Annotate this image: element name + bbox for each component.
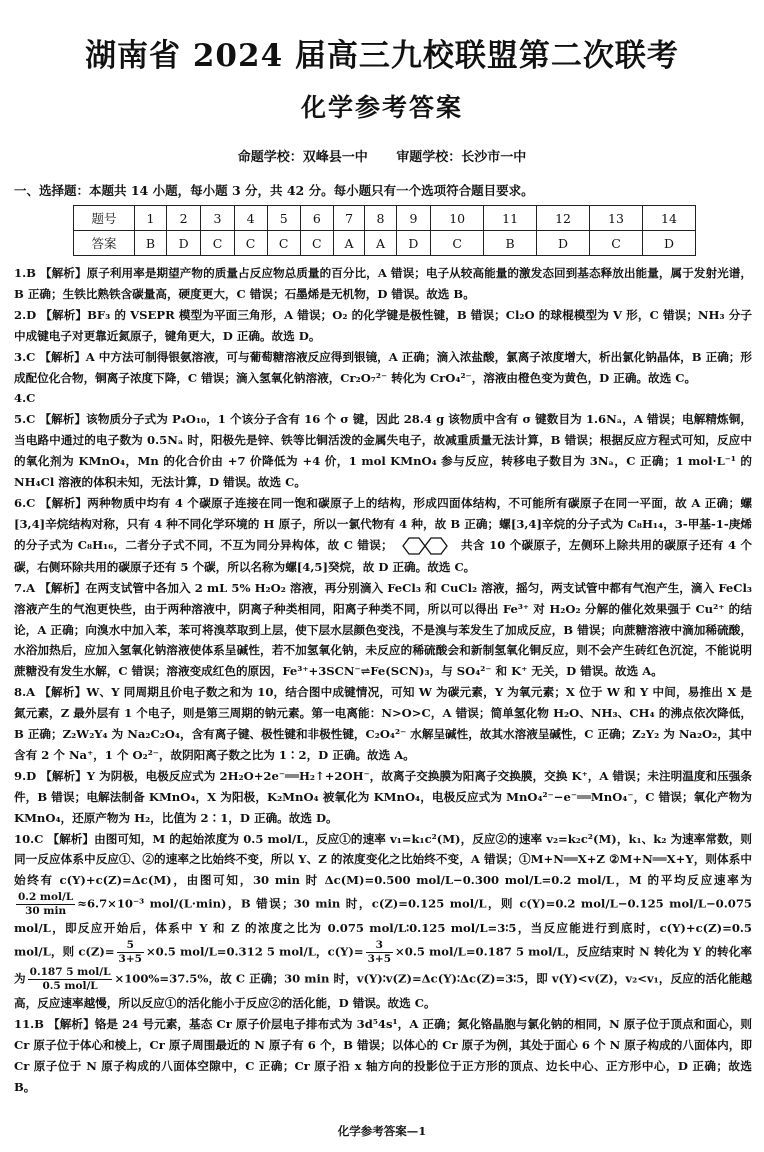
answer-cell: D (642, 231, 695, 256)
question-number-cell: 12 (537, 206, 590, 231)
page-footer: 化学参考答案—1 (337, 1124, 427, 1138)
answer-cell: B (484, 231, 537, 256)
q10-line-f: v₂<v₁，反应的活化能越高，反应速率越慢，所以反应①的活化能小于反应②的活化能，D 错误。故选 C。 (14, 971, 752, 1011)
q10-line-e2: ×100%=37.5%，故 C 正确；30 min 时，v(Y)∶v(Z)=Δc(Y)∶Δc(Z)=3∶5，即 v(Y)<v(Z)， (114, 971, 626, 986)
q10-line-b2: ≈6.7×10⁻³ mol/(L·min)，B 错误；30 min 时，c(Z)=0.125 mol/L，则 c(Y)=0.2 mol/L−0.125 mol/L (77, 896, 706, 911)
question-number-cell: 14 (642, 206, 695, 231)
explanation-q6-part1: 6.C 【解析】两种物质中均有 4 个碳原子连接在同一饱和碳原子上的结构，形成四面体结构，不可能所有碳原子在同一平面，故 A 正确；螺[3,4]辛烷结构对称，只有 4 种不同化学环境的 H 原子，所以一氯代物有 4 种，故 B 正确；螺[3,4]辛烷的分子式为 C₈H₁₄，3-甲基-1-庚烯的分子式为 C₈H₁₆，二者分子式不同，不互为同分异构体，故 C 错误； (14, 495, 752, 552)
explanation-q3: 3.C 【解析】A 中方法可制得银氨溶液，可与葡萄糖溶液反应得到银镜，A 正确；滴入浓盐酸，氯离子浓度增大，析出氯化钠晶体，B 正确；形成配位化合物，铜离子浓度下降，C 错误；滴入氢氧化钠溶液，Cr₂O₇²⁻ 转化为 CrO₄²⁻，溶液由橙色变为黄色，D 正确。故选 C。 (14, 349, 752, 385)
q10-conversion-fraction: $\frac{\text{0.187 5 mol/L}}{\text{0.5 mol/L}}$ (29, 966, 111, 993)
answer-cell: C (201, 231, 234, 256)
question-number-cell: 7 (333, 206, 364, 231)
answer-cell: A (365, 231, 396, 256)
section-heading: 一、选择题：本题共 14 小题，每小题 3 分，共 42 分。每小题只有一个选项符合题目要求。 (14, 183, 534, 198)
answer-cell: C (431, 231, 484, 256)
question-number-row (74, 206, 696, 231)
answer-cell: D (537, 231, 590, 256)
explanation-q9: 9.D 【解析】Y 为阴极，电极反应式为 2H₂O+2e⁻══H₂↑+2OH⁻，故离子交换膜为阳离子交换膜，交换 K⁺，A 错误；未注明温度和压强条件，B 错误；电解法制备 KMnO₄，X 为阳极，K₂MnO₄ 被氧化为 KMnO₄，电极反应式为 MnO₄²⁻−e⁻══MnO₄⁻，C 错误；氧化产物为 KMnO₄，还原产物为 H₂，比值为 2∶1，D 正确。故选 D。 (14, 768, 752, 825)
question-number-cell: 1 (135, 206, 167, 231)
spiro-ring-structure-icon (397, 535, 457, 557)
answer-cell: C (590, 231, 643, 256)
answer-cell: C (267, 231, 300, 256)
question-number-cell: 3 (201, 206, 234, 231)
row-label-number: 题号 (74, 206, 135, 231)
question-number-cell: 2 (166, 206, 201, 231)
question-number-cell: 5 (267, 206, 300, 231)
explanation-q7: 7.A 【解析】在两支试管中各加入 2 mL 5% H₂O₂ 溶液，再分别滴入 FeCl₃ 和 CuCl₂ 溶液，摇匀，两支试管中都有气泡产生，滴入 FeCl₃ 溶液产生的气泡更快些，由于两种溶液中，阴离子种类相同，阳离子种类不同，所以可以得出 Fe³⁺ 对 H₂O₂ 分解的催化效果强于 Cu²⁺ 的结论，A 正确；向溴水中加入苯，苯可将溴萃取到上层，使下层水层颜色变浅，不是溴与苯发生了加成反应，B 错误；向蔗糖溶液中滴加稀硫酸，水浴加热后，应加入氢氧化钠溶液使体系呈碱性，若不加氢氧化钠，未反应的稀硫酸会和新制氢氧化铜反应，则不会产生砖红色沉淀，不能说明蔗糖没有发生水解，C 错误；溶液变成红色的原因，Fe³⁺+3SCN⁻⇌Fe(SCN)₃，与 SO₄²⁻ 和 K⁺ 无关，D 错误。故选 A。 (14, 580, 752, 679)
question-number-cell: 13 (590, 206, 643, 231)
q10-line-c: −0.075 mol/L，即反应开始后，体系中 Y 和 Z 的浓度之比为 0.075 mol/L∶0.125 mol/L=3∶5，当反应能进行到底时，c(Y)+ (14, 896, 752, 936)
question-number-cell: 10 (431, 206, 484, 231)
page-title: 湖南省 2024 届高三九校联盟第二次联考 (85, 38, 679, 74)
answer-cell: B (135, 231, 167, 256)
q10-line-a: 10.C 【解析】由图可知，M 的起始浓度为 0.5 mol/L，反应①的速率 v₁=k₁c²(M)，反应②的速率 v₂=k₂c²(M)，k₁、k₂ 为速率常数，则同一反应体系中反应①、②的速率之比始终不变，所以 Y、Z 的浓度变化之比始终不变，A 错误；①M+N══X+Z ②M+N══X+Y，则体系中始终有 c(Y)+c(Z)=Δc(M)，由图可知，30 min 时 Δc(M)=0.500 mol/L−0.300 mol/L=0.2 mol/L，M 的平 (14, 831, 752, 888)
q10-line-b1: 均反应速率为 (674, 873, 752, 888)
answer-cell: D (396, 231, 431, 256)
explanation-q5: 5.C 【解析】该物质分子式为 P₄O₁₀，1 个该分子含有 16 个 σ 键，因此 28.4 g 该物质中含有 σ 键数目为 1.6Nₐ，A 错误；电解精炼铜，当电路中通过的电子数为 0.5Nₐ 时，阳极先是锌、铁等比铜活泼的金属失电子，故减重质量无法计算，B 错误；根据反应方程式可知，反应中的氧化剂为 KMnO₄，Mn 的化合价由 +7 价降低为 +4 价，1 mol KMnO₄ 参与反应，转移电子数目为 3Nₐ，C 正确；1 mol·L⁻¹ 的 NH₄Cl 溶液的体积未知，无法计算，D 错误。故选 C。 (14, 412, 752, 490)
row-label-answer: 答案 (74, 231, 135, 256)
answer-row (74, 231, 696, 256)
question-number-cell: 6 (300, 206, 333, 231)
question-number-cell: 11 (484, 206, 537, 231)
reviewer-school: 审题学校：长沙市一中 (396, 150, 527, 165)
q10-line-d1: c(Z)=0.5 mol/L，则 c(Z)= (14, 921, 752, 959)
answer-table (73, 205, 696, 256)
q10-line-d3: ×0.5 mol/L=0.187 5 mol/L，反应结束时 N 转化 (395, 944, 678, 959)
q10-line-e1: 为 Y 的转化率为 (14, 944, 752, 986)
explanation-q10 (14, 829, 752, 1015)
answer-cell: C (234, 231, 267, 256)
q10-z-fraction: $\frac{5}{3+5}$ (118, 939, 142, 966)
answer-cell: D (166, 231, 201, 256)
q10-line-d2: ×0.5 mol/L=0.312 5 mol/L，c(Y)= (145, 944, 364, 959)
q10-y-fraction: $\frac{3}{3+5}$ (367, 939, 392, 966)
explanation-q2: 2.D 【解析】BF₃ 的 VSEPR 模型为平面三角形，A 错误；O₂ 的化学键是极性键，B 错误；Cl₂O 的球棍模型为 V 形，C 错误；NH₃ 分子中成键电子对更靠近氮原子，键角更大，D 正确。故选 D。 (14, 307, 752, 343)
explanation-q6-part2: 共含 10 个碳原子，左侧环上除共用的碳原子还有 4 个碳，右侧环除共用的碳原子还有 5 个碳，所以名称为螺[4,5]癸烷，故 D 正确。故选 C。 (14, 537, 752, 574)
explanation-q6 (14, 493, 752, 578)
school-info (0, 146, 764, 165)
answer-cell: A (333, 231, 364, 256)
page-subtitle: 化学参考答案 (300, 93, 463, 122)
explanation-q1: 1.B 【解析】原子利用率是期望产物的质量占反应物总质量的百分比，A 错误；电子从较高能量的激发态回到基态释放出能量，属于发射光谱，B 正确；生铁比熟铁含碳量高，硬度更大，C 错误；石墨烯是无机物，D 错误。故选 B。 (14, 266, 752, 301)
explanation-q8: 8.A 【解析】W、Y 同周期且价电子数之和为 10，结合图中成键情况，可知 W 为碳元素，Y 为氧元素；X 位于 W 和 Y 中间，易推出 X 是氮元素，Z 最外层有 1 个电子，则是第三周期的钠元素。第一电离能：N>O>C，A 错误；简单氢化物 H₂O、NH₃、CH₄ 的沸点依次降低，B 正确；Z₂W₂Y₄ 为 Na₂C₂O₄，含有离子键、极性键和非极性键，C₂O₄²⁻ 水解呈碱性，故其水溶液呈碱性，C 正确；Z₂Y₂ 为 Na₂O₂，其中含有 2 个 Na⁺，1 个 O₂²⁻，故阴阳离子数之比为 1∶2，D 正确。故选 A。 (14, 685, 752, 762)
proposer-school: 命题学校：双峰县一中 (237, 150, 368, 165)
question-number-cell: 9 (396, 206, 431, 231)
explanation-q4: 4.C (14, 391, 36, 406)
explanation-q11: 11.B 【解析】铬是 24 号元素，基态 Cr 原子价层电子排布式为 3d⁵4s¹，A 正确；氮化铬晶胞与氯化钠的相同，N 原子位于顶点和面心，则 Cr 原子位于体心和棱上，Cr 原子周围最近的 N 原子有 6 个，B 错误；以体心的 Cr 原子为例，其处于面心 6 个 N 原子构成的八面体内，即 Cr 原子位于 N 原子构成的八面体空隙中，C 正确；Cr 原子沿 x 轴方向的投影位于正方形的顶点、边长中心、正方形中心，D 正确；故选 B。 (14, 1017, 752, 1094)
answer-cell: C (300, 231, 333, 256)
question-number-cell: 8 (365, 206, 396, 231)
question-number-cell: 4 (234, 206, 267, 231)
q10-rate-fraction: $\frac{\text{0.2 mol/L}}{30 \min}$ (18, 891, 74, 918)
explanations (14, 263, 752, 1098)
